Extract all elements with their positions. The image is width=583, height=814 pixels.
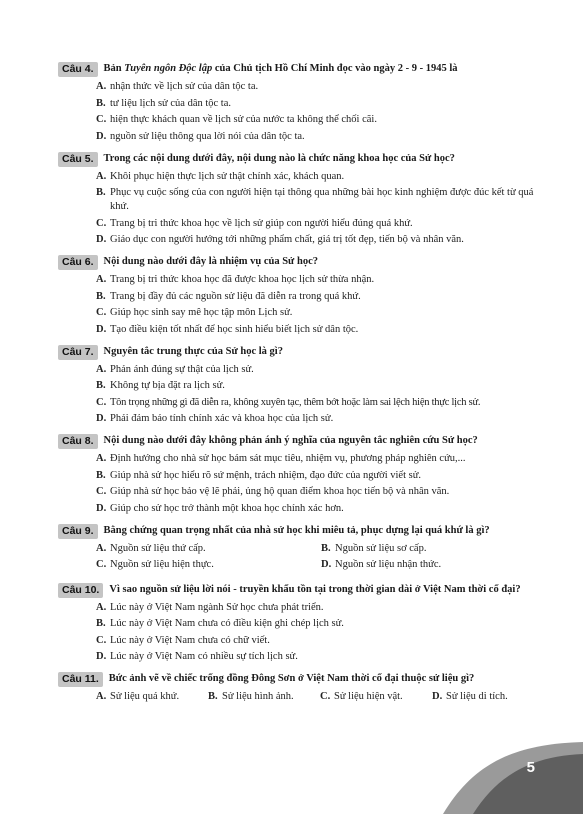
option-d: D. Tạo điều kiện tốt nhất để học sinh hiểu biết lịch sử dân tộc. — [96, 323, 359, 335]
question-text: Bằng chứng quan trọng nhất của nhà sử học khi miêu tả, phục dựng lại quá khứ là gì? — [103, 524, 490, 536]
option-c: C. Giúp nhà sử học bảo vệ lẽ phải, ủng hộ quan điểm khoa học tiến bộ và nhân văn. — [96, 486, 450, 497]
option-b: B. Không tự bịa đặt ra lịch sử. — [96, 380, 225, 391]
question-list — [58, 62, 546, 715]
question-text: Nguyên tắc trung thực của Sử học là gì? — [103, 345, 283, 357]
option-a: A. nhận thức về lịch sử của dân tộc ta. — [96, 81, 259, 92]
option-a: A. Định hướng cho nhà sử học bám sát mục tiêu, nhiệm vụ, phương pháp nghiên cứu,... — [96, 453, 466, 464]
option-c: C. Nguồn sử liệu hiện thực. — [96, 559, 214, 570]
question-label: Câu 6. — [58, 255, 98, 270]
question-label: Câu 11. — [58, 672, 103, 687]
question-6 — [58, 255, 546, 337]
option-a: A. Sử liệu quá khứ. — [96, 691, 180, 702]
option-d: D. Lúc này ở Việt Nam có nhiều sự tích lịch sử. — [96, 651, 298, 662]
option-c: C. Giúp học sinh say mê học tập môn Lịch sử. — [96, 307, 293, 318]
question-text: Trong các nội dung dưới đây, nội dung nào là chức năng khoa học của Sử học? — [103, 152, 455, 164]
option-a: A. Khôi phục hiện thực lịch sử thật chính xác, khách quan. — [96, 170, 345, 182]
option-c: C. Lúc này ở Việt Nam chưa có chữ viết. — [96, 634, 270, 646]
option-d: D. nguồn sử liệu thông qua lời nói của dân tộc ta. — [96, 130, 305, 142]
question-label: Câu 4. — [58, 62, 98, 77]
question-text: Nội dung nào dưới đây là nhiệm vụ của Sử học? — [103, 256, 318, 267]
option-c: C. hiện thực khách quan về lịch sử của nước ta không thể chối cãi. — [96, 114, 377, 125]
option-d: D. Giúp cho sử học trở thành một khoa học chính xác hơn. — [96, 502, 344, 514]
question-text: Bản Tuyên ngôn Độc lập của Chủ tịch Hồ Chí Minh đọc vào ngày 2 - 9 - 1945 là — [103, 63, 458, 74]
question-4 — [58, 62, 546, 144]
option-c: C. Sử liệu hiện vật. — [320, 691, 403, 702]
option-b: B. Phục vụ cuộc sống của con người hiện tại thông qua những bài học kinh nghiệm được đúc kết từ quá khứ. — [96, 187, 534, 212]
question-9 — [58, 524, 546, 575]
option-b: B. Trang bị đầy đủ các nguồn sử liệu đã diễn ra trong quá khứ. — [96, 290, 361, 302]
question-8 — [58, 434, 546, 516]
option-d: D. Nguồn sử liệu nhận thức. — [321, 559, 442, 570]
option-c: C. Tôn trọng những gì đã diễn ra, không xuyên tạc, thêm bớt hoặc làm sai lệch hiện thực lịch sử. — [96, 396, 481, 408]
question-text: Bức ảnh vẽ về chiếc trống đồng Đông Sơn ở Việt Nam thời cổ đại thuộc sử liệu gì? — [108, 673, 475, 684]
option-b: B. Lúc này ở Việt Nam chưa có điều kiện ghi chép lịch sử. — [96, 618, 344, 629]
option-b: B. Nguồn sử liệu sơ cấp. — [321, 542, 427, 554]
option-b: B. tư liệu lịch sử của dân tộc ta. — [96, 97, 232, 109]
option-b: B. Giúp nhà sử học hiểu rõ sứ mệnh, trách nhiệm, đạo đức của người viết sử. — [96, 469, 422, 481]
question-text: Nội dung nào dưới đây không phản ánh ý nghĩa của nguyên tắc nghiên cứu Sử học? — [103, 435, 478, 446]
option-a: A. Nguồn sử liệu thứ cấp. — [96, 542, 206, 554]
question-label: Câu 10. — [58, 583, 103, 598]
question-label: Câu 7. — [58, 345, 98, 360]
option-a: A. Trang bị tri thức khoa học đã được khoa học lịch sử thừa nhận. — [96, 274, 375, 285]
option-b: B. Sử liệu hình ảnh. — [208, 691, 294, 702]
option-d: D. Giáo dục con người hướng tới những phẩm chất, giá trị tốt đẹp, tiến bộ và nhân văn. — [96, 234, 464, 245]
option-d: D. Sử liệu di tích. — [432, 691, 508, 702]
question-label: Câu 8. — [58, 434, 98, 449]
page-corner-decoration — [403, 734, 583, 814]
page-number: 5 — [526, 759, 535, 776]
question-label: Câu 5. — [58, 152, 98, 167]
option-d: D. Phải đảm bảo tính chính xác và khoa học của lịch sử. — [96, 413, 334, 424]
question-text: Vì sao nguồn sử liệu lời nói - truyền khẩu tồn tại trong thời gian dài ở Việt Nam thời cổ đại? — [109, 583, 521, 595]
question-10 — [58, 583, 546, 665]
question-label: Câu 9. — [58, 524, 98, 539]
option-a: A. Lúc này ở Việt Nam ngành Sử học chưa phát triển. — [96, 601, 324, 613]
question-7 — [58, 345, 546, 427]
question-5 — [58, 152, 546, 248]
question-11 — [58, 672, 546, 707]
option-a: A. Phản ánh đúng sự thật của lịch sử. — [96, 363, 254, 375]
option-c: C. Trang bị tri thức khoa học về lịch sử giúp con người hiểu đúng quá khứ. — [96, 217, 413, 229]
